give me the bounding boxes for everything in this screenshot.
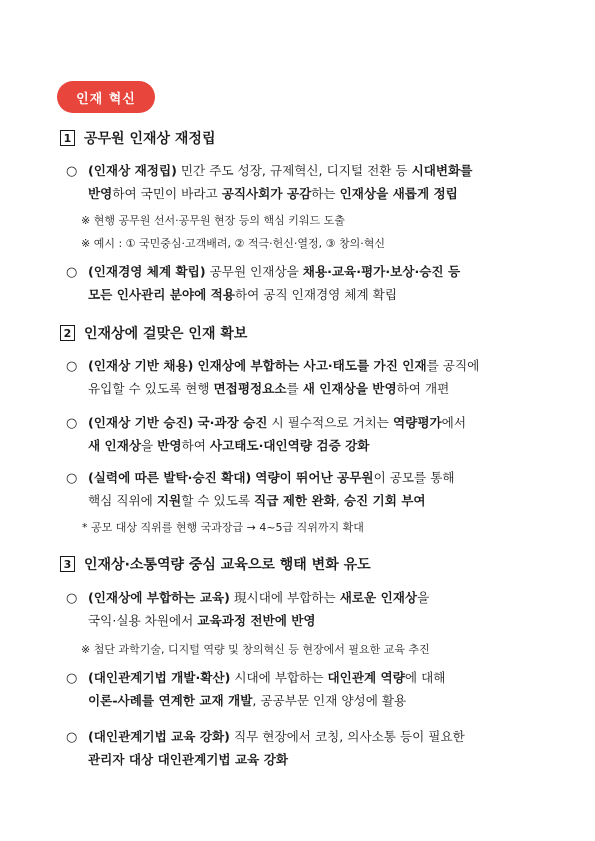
item-line-2 (88, 186, 458, 202)
item-line-2 (88, 613, 316, 629)
item-line-1 (88, 415, 466, 431)
bold-text-run: 사고태도·대인역량 검증 강화 (209, 438, 370, 453)
text-run: , 공공부문 인재 양성에 활용 (252, 693, 407, 708)
bold-text-run: 관리자 대상 대인관계기법 교육 강화 (88, 752, 289, 767)
bold-text-run: 새 인재상을 반영 (302, 381, 397, 396)
text-run: 핵심 직위에 (88, 493, 157, 508)
bold-text-run: 채용·교육·평가·보상·승진 등 (302, 264, 461, 279)
section-heading-3 (60, 554, 371, 574)
text-run: 를 (286, 381, 303, 396)
bold-text-run: 교육과정 전반에 반영 (197, 613, 316, 628)
bold-text-run: (대인관계기법 교육 강화) (88, 729, 230, 744)
item-line-1 (88, 358, 479, 374)
text-run: 시 필수적으로 거치는 (267, 415, 393, 430)
section-number: 2 (60, 325, 75, 341)
item-line-1 (88, 470, 455, 486)
text-run: 국익·실용 차원에서 (88, 613, 198, 628)
text-run: 現시대에 부합하는 (229, 590, 340, 605)
text-run: 직무 현장에서 코칭, 의사소통 등이 필요한 (229, 729, 465, 744)
item-line-2 (88, 381, 449, 397)
footnote: * 공모 대상 직위를 현행 국과장급 → 4~5급 직위까지 확대 (82, 521, 364, 534)
text-run: 공무원 인재상을 (205, 264, 303, 279)
item-line-1 (88, 670, 445, 686)
section-title: 공무원 인재상 재정립 (84, 131, 216, 147)
bold-text-run: 국·과장 승진 (197, 415, 268, 430)
note: ※ 예시 : ① 국민중심·고객배려, ② 적극·헌신·열정, ③ 창의·혁신 (81, 237, 385, 250)
bold-text-run: 공직사회가 공감 (221, 186, 312, 201)
text-run: 을 (141, 438, 158, 453)
section-number: 3 (60, 556, 75, 572)
bullet-circle: ○ (66, 265, 78, 280)
bold-text-run: 직급 제한 완화 (254, 493, 336, 508)
text-run: 하여 국민이 바라고 (112, 186, 222, 201)
section-number: 1 (60, 130, 75, 146)
item-line-1 (88, 590, 429, 606)
text-run: , (335, 493, 344, 508)
section-badge: 인재 혁신 (57, 81, 155, 113)
text-run: 에서 (441, 415, 466, 430)
bullet-circle: ○ (66, 164, 78, 179)
text-run: 하는 (311, 186, 340, 201)
bold-text-run: 반영 (88, 186, 113, 201)
text-run: 에 대해 (404, 670, 446, 685)
bold-text-run: (대인관계기법 개발·확산) (88, 670, 231, 685)
bold-text-run: 지원 (156, 493, 182, 508)
text-run: 민간 주도 성장, 규제혁신, 디지털 전환 등 (176, 163, 412, 178)
item-line-2 (88, 287, 397, 303)
item-line-2 (88, 693, 406, 709)
bold-text-run: 대인관계 역량 (327, 670, 405, 685)
section-heading-1 (60, 128, 215, 148)
bullet-circle: ○ (66, 591, 78, 606)
bold-text-run: 새 인재상 (88, 438, 142, 453)
bold-text-run: 시대변화를 (411, 163, 473, 178)
bold-text-run: 새로운 인재상 (339, 590, 418, 605)
bold-text-run: (실력에 따른 발탁·승진 확대) (88, 470, 252, 485)
note: ※ 첨단 과학기술, 디지털 역량 및 창의혁신 등 현장에서 필요한 교육 추진 (81, 643, 430, 656)
note: ※ 현행 공무원 선서·공무원 현장 등의 핵심 키워드 도출 (81, 214, 345, 227)
section-title: 인재상에 걸맞은 인재 확보 (84, 326, 248, 342)
bold-text-run: 승진 기회 부여 (343, 493, 426, 508)
bullet-circle: ○ (66, 416, 78, 431)
bold-text-run: (인재상 기반 채용) (88, 358, 194, 373)
text-run: 을 (417, 590, 430, 605)
item-line-2 (88, 438, 369, 454)
section-heading-2 (60, 323, 247, 343)
bold-text-run: 면접평정요소 (213, 381, 287, 396)
bold-text-run: 역량이 뛰어난 공무원 (255, 470, 374, 485)
bold-text-run: 이론-사례를 연계한 교재 개발 (88, 693, 253, 708)
item-line-2 (88, 493, 426, 509)
bold-text-run: 인재상을 새롭게 정립 (339, 186, 458, 201)
bold-text-run: 인재상에 부합하는 사고·태도를 가진 인재 (197, 358, 427, 373)
section-title: 인재상·소통역량 중심 교육으로 행태 변화 유도 (84, 557, 371, 573)
item-line-1 (88, 264, 460, 280)
bold-text-run: (인재상 기반 승진) (88, 415, 194, 430)
bullet-circle: ○ (66, 359, 78, 374)
text-run: 시대에 부합하는 (230, 670, 328, 685)
bold-text-run: 모든 인사관리 분야에 적용 (88, 287, 235, 302)
text-run: 할 수 있도록 (181, 493, 255, 508)
text-run: 이 공모를 통해 (373, 470, 455, 485)
text-run: 하여 개편 (396, 381, 450, 396)
bullet-circle: ○ (66, 730, 78, 745)
item-line-2 (88, 752, 288, 768)
item-line-1 (88, 163, 472, 179)
item-line-1 (88, 729, 465, 745)
bold-text-run: 역량평가 (392, 415, 442, 430)
text-run: 하여 (181, 438, 210, 453)
text-run: 유입할 수 있도록 현행 (88, 381, 214, 396)
bold-text-run: (인재경영 체계 확립) (88, 264, 206, 279)
text-run: 하여 공직 인재경영 체계 확립 (234, 287, 397, 302)
text-run: 를 공직에 (426, 358, 480, 373)
bold-text-run: 반영 (157, 438, 182, 453)
bold-text-run: (인재상 재정립) (88, 163, 177, 178)
bullet-circle: ○ (66, 671, 78, 686)
bold-text-run: (인재상에 부합하는 교육) (88, 590, 230, 605)
bullet-circle: ○ (66, 471, 78, 486)
